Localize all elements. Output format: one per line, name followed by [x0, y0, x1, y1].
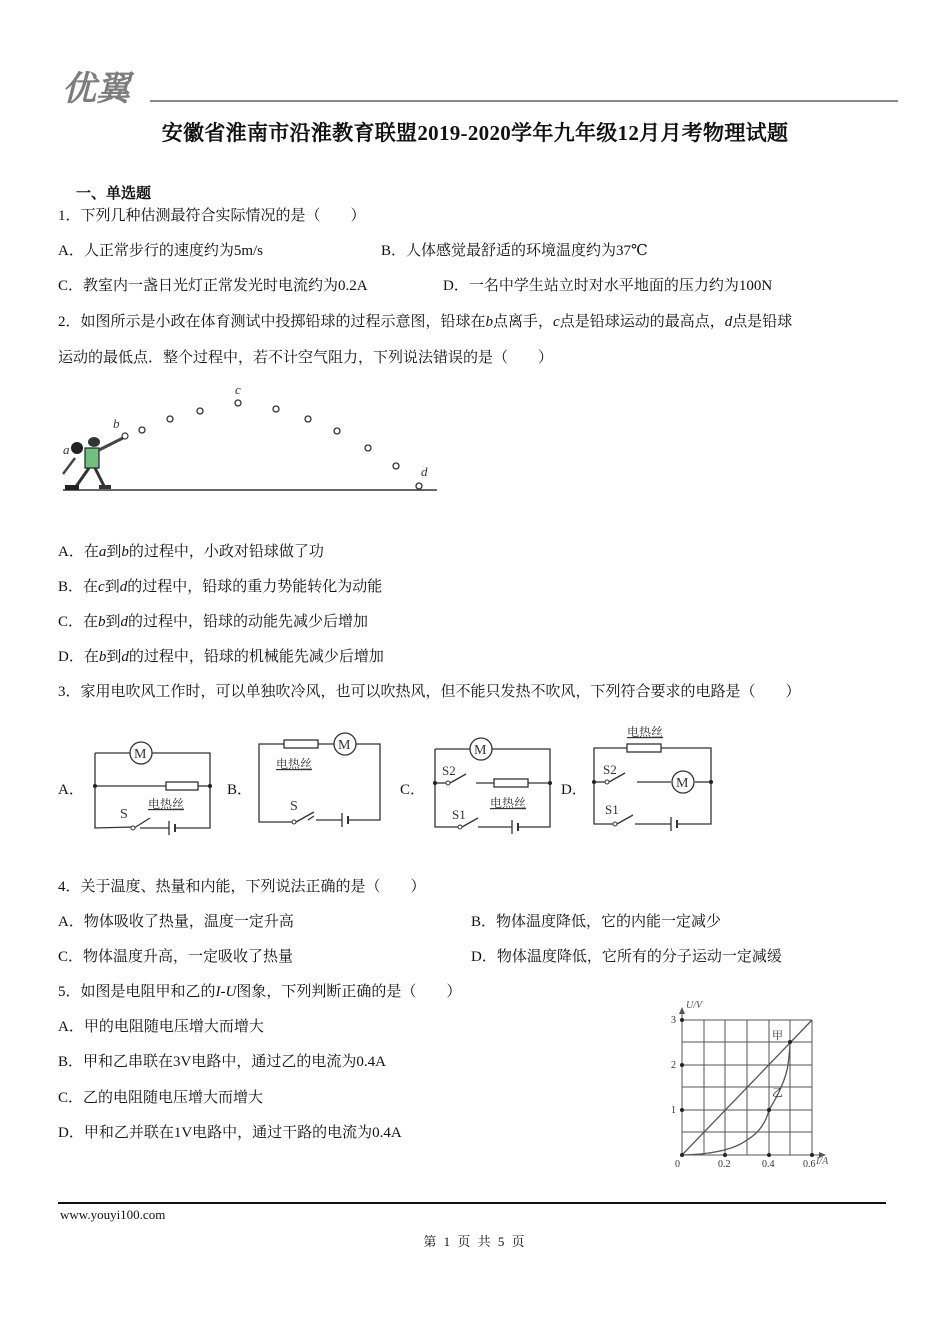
option-label: C．	[58, 1090, 84, 1106]
switch-label: S	[290, 799, 298, 814]
legend-yi: 乙	[772, 1086, 783, 1099]
question-number: 1．	[58, 208, 81, 224]
variable-b: b	[485, 314, 494, 330]
option-label: A．	[58, 1019, 84, 1035]
option-text: 甲和乙串联在3V电路中，通过乙的电流为0.4A	[83, 1054, 386, 1070]
x-tick: 0.6	[803, 1159, 816, 1170]
option-text: 的过程中，铅球的动能先减少后增加	[128, 614, 369, 630]
question-text: 下列几种估测最符合实际情况的是（ ）	[80, 208, 366, 224]
option-label: C．	[58, 278, 84, 294]
variable-c: c	[553, 314, 560, 330]
q3-option-d-label: D．	[561, 782, 587, 798]
question-text: 如图所示是小政在体育测试中投掷铅球的过程示意图，铅球在	[80, 314, 486, 330]
switch-label-s2: S2	[603, 762, 617, 777]
option-label: C．	[58, 949, 84, 965]
y-tick: 1	[671, 1105, 676, 1116]
option-label: B．	[471, 914, 497, 930]
motor-icon: M	[676, 776, 689, 791]
option-text: 在	[83, 579, 99, 595]
variable: d	[119, 579, 128, 595]
x-tick: 0.2	[718, 1159, 731, 1170]
q2-option-b	[58, 577, 382, 597]
q5-option-b	[58, 1052, 386, 1072]
question-1-stem	[58, 206, 366, 226]
q4-option-b	[471, 912, 721, 932]
section-heading: 一、单选题	[76, 186, 152, 202]
question-number: 2．	[58, 314, 81, 330]
point-label-c: c	[235, 382, 241, 397]
circuit-b	[256, 730, 384, 830]
option-text: 物体温度降低，它的内能一定减少	[496, 914, 722, 930]
option-label: D．	[471, 949, 497, 965]
option-label: A．	[58, 914, 84, 930]
y-tick: 3	[671, 1015, 676, 1026]
y-axis-label: U/V	[686, 1000, 703, 1011]
variable: a	[98, 544, 107, 560]
question-3-stem	[58, 682, 801, 702]
legend-jia: 甲	[772, 1029, 783, 1042]
heater-label: 电热丝	[276, 757, 313, 771]
option-text: 到	[104, 579, 120, 595]
option-text: 甲的电阻随电压增大而增大	[83, 1019, 264, 1035]
option-text: 物体吸收了热量，温度一定升高	[83, 914, 294, 930]
variable: d	[120, 614, 129, 630]
question-text: 点是铅球	[732, 314, 793, 330]
option-text: 物体温度降低，它所有的分子运动一定减缓	[496, 949, 782, 965]
question-text: 如图是电阻甲和乙的	[80, 984, 216, 1000]
option-text: 到	[105, 614, 121, 630]
q5-option-a	[58, 1017, 264, 1037]
q4-option-d	[471, 947, 782, 967]
question-text: 图象，下列判断正确的是（ ）	[236, 984, 462, 1000]
option-text: 到	[106, 544, 122, 560]
switch-label-s1: S1	[452, 807, 466, 822]
q1-option-b	[381, 241, 648, 261]
switch-label-s2: S2	[442, 763, 456, 778]
q1-option-a	[58, 241, 263, 261]
point-label-a: a	[63, 442, 70, 457]
question-4-stem	[58, 877, 426, 897]
switch-label-s1: S1	[605, 802, 619, 817]
question-5-stem	[58, 982, 461, 1002]
option-label: D．	[443, 278, 469, 294]
option-text: 物体温度升高，一定吸收了热量	[83, 949, 294, 965]
athlete-figure	[63, 433, 128, 490]
logo-text: 优翼	[62, 69, 130, 106]
option-text: 教室内一盏日光灯正常发光时电流约为0.2A	[83, 278, 368, 294]
page-number: 第 1 页 共 5 页	[423, 1234, 527, 1249]
q2-option-c	[58, 612, 368, 632]
motor-icon: M	[338, 738, 351, 753]
option-text: 乙的电阻随电压增大而增大	[83, 1090, 264, 1106]
option-label: C．	[58, 614, 84, 630]
question-number: 5．	[58, 984, 81, 1000]
trajectory-diagram	[55, 378, 440, 498]
option-text: 人正常步行的速度约为5m/s	[83, 243, 264, 259]
variable: b	[98, 649, 107, 665]
option-text: 在	[83, 614, 99, 630]
option-text: 在	[83, 544, 99, 560]
question-text: 点是铅球运动的最高点，	[559, 314, 725, 330]
q2-option-d	[58, 647, 384, 667]
q3-option-c-label: C．	[400, 782, 426, 798]
q1-option-d	[443, 276, 772, 296]
y-axis-arrow	[679, 1007, 685, 1014]
motor-icon: M	[474, 743, 487, 758]
q3-option-b-label: B．	[227, 782, 253, 798]
option-text: 人体感觉最舒适的环境温度约为37℃	[406, 243, 648, 259]
option-label: B．	[58, 1054, 84, 1070]
option-label: D．	[58, 649, 84, 665]
point-label-b: b	[113, 416, 120, 431]
option-label: A．	[58, 243, 84, 259]
trajectory-points	[139, 400, 422, 489]
page-title: 安徽省淮南市沿淮教育联盟2019-2020学年九年级12月月考物理试题	[161, 121, 789, 145]
q5-option-d	[58, 1123, 402, 1143]
circuit-d	[591, 722, 715, 832]
option-text: 甲和乙并联在1V电路中，通过干路的电流为0.4A	[83, 1125, 402, 1141]
header-rule	[150, 100, 898, 102]
q2-option-a	[58, 542, 324, 562]
footer-url: www.youyi100.com	[60, 1207, 166, 1222]
q5-option-c	[58, 1088, 263, 1108]
circuit-c	[432, 737, 554, 837]
option-label: B．	[58, 579, 84, 595]
option-text: 在	[83, 649, 99, 665]
question-text: 点离手，	[493, 314, 554, 330]
option-label: B．	[381, 243, 407, 259]
iu-chart	[668, 992, 848, 1170]
point-label-d: d	[421, 464, 428, 479]
question-text: 家用电吹风工作时，可以单独吹冷风，也可以吹热风，但不能只发热不吹风，下列符合要求的电路是（ ）	[80, 684, 801, 700]
question-number: 4．	[58, 879, 81, 895]
footer-rule	[58, 1202, 886, 1204]
heater-label: 电热丝	[148, 797, 185, 811]
q3-option-a-label: A．	[58, 782, 84, 798]
option-text: 一名中学生站立时对水平地面的压力约为100N	[468, 278, 773, 294]
variable: b	[98, 614, 106, 630]
x-tick: 0	[675, 1159, 680, 1170]
q4-option-a	[58, 912, 294, 932]
heater-label: 电热丝	[490, 796, 527, 810]
motor-icon: M	[134, 747, 147, 762]
option-text: 的过程中，小政对铅球做了功	[128, 544, 324, 560]
variable-iu: I-U	[215, 984, 237, 1000]
option-label: D．	[58, 1125, 84, 1141]
y-tick: 2	[671, 1060, 676, 1071]
question-2-stem-line1	[58, 312, 792, 332]
variable: d	[121, 649, 129, 665]
option-text: 的过程中，铅球的重力势能转化为动能	[127, 579, 383, 595]
question-2-stem-line2: 运动的最低点．整个过程中，若不计空气阻力，下列说法错误的是（ ）	[58, 350, 554, 366]
heater-label: 电热丝	[627, 725, 664, 739]
question-text: 关于温度、热量和内能，下列说法正确的是（ ）	[80, 879, 426, 895]
shot-put-figure	[55, 378, 440, 498]
q1-option-c	[58, 276, 368, 296]
x-tick: 0.4	[762, 1159, 775, 1170]
option-text: 的过程中，铅球的机械能先减少后增加	[128, 649, 384, 665]
circuit-a	[92, 740, 214, 840]
q4-option-c	[58, 947, 293, 967]
option-label: A．	[58, 544, 84, 560]
switch-label: S	[120, 807, 128, 822]
option-text: 到	[106, 649, 122, 665]
variable: c	[98, 579, 105, 595]
x-axis-label: I/A	[816, 1156, 829, 1167]
question-number: 3．	[58, 684, 81, 700]
variable-d: d	[724, 314, 733, 330]
variable: b	[121, 544, 129, 560]
